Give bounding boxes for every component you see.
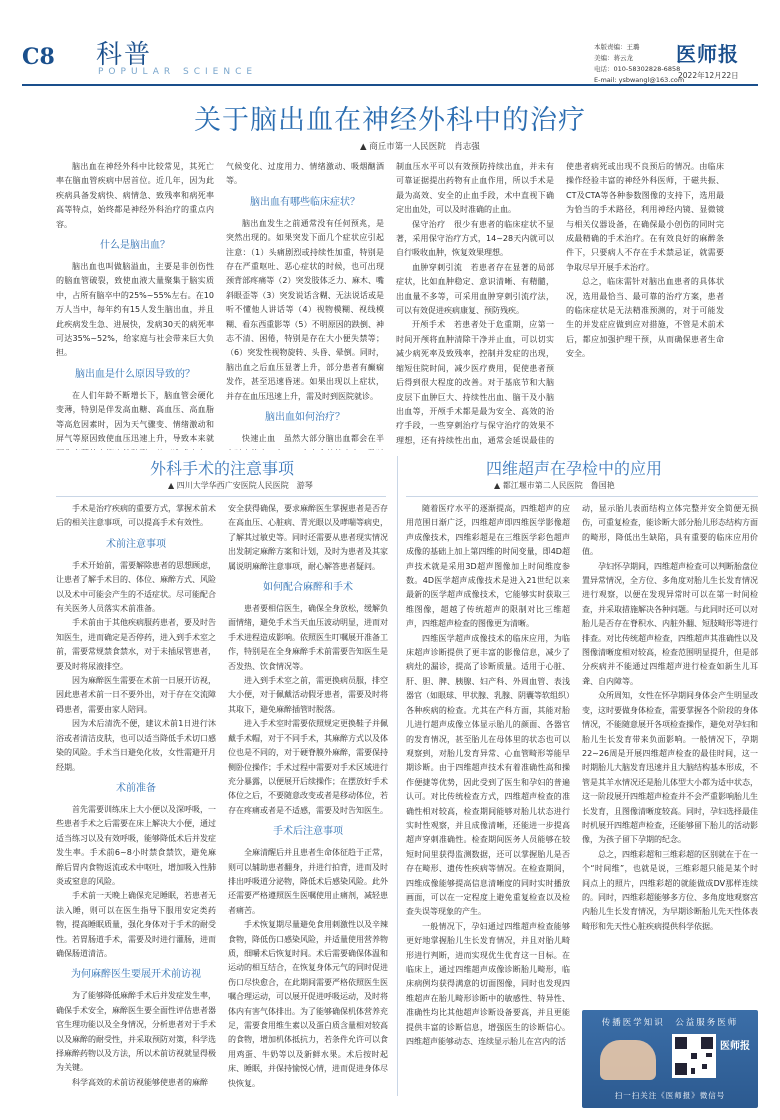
header-rule xyxy=(22,84,758,86)
paragraph: 总之，四维彩超和三维彩超的区别就在于在一个“时间维”，也就是说，三维彩超只能是某个时间点上的照片，四维彩超的就能做成DV那样连续的。同时，四维彩超能够多方位、多角度地观察宫内胎儿生长发育情况，为早期诊断胎儿先天性体表畸形和先天性心脏疾病提供科学依据。 xyxy=(582,849,758,931)
paragraph: 科学高效的术前访视能够使患者的麻醉 xyxy=(72,1077,208,1087)
paragraph: 全麻清醒后并且患者生命体征趋于正常，则可以辅助患者翻身，并进行拍背，进而及时排出呼吸道分泌物，降低术后感染风险。此外还需要严格遵照医生医嘱使用止痛剂，减轻患者痛苦。 xyxy=(228,848,388,915)
main-column-2 xyxy=(226,160,384,450)
surgery-column-2 xyxy=(228,502,388,1090)
paragraph: 因为术后清洗不便，建议术前1日进行沐浴或者清洁皮肤，也可以适当降低手术切口感染的风险。手术当日避免化妆，女性需避开月经期。 xyxy=(56,719,216,772)
ad-slogan: 传播医学知识 公益服务医师 xyxy=(601,1018,739,1028)
email-line: E-mail: ysbwangl@163.com xyxy=(594,76,685,84)
subheading: 手术后注意事项 xyxy=(273,826,343,838)
paragraph: 制血压水平可以有效预防持续出血，并未有可靠证据提出药物有止血作用，所以手术是最为高效、安全的止血手段，术中直视下确定出血处，可以及时准确的止血。 xyxy=(396,162,554,215)
paragraph: 手术恢复期尽量避免食用刺激性以及辛辣食物，降低伤口感染风险，并适量使用营养物质，细嚼术后恢复时间。术后需要确保体温和运动的相互结合，在恢复身体元气的同时促进伤口尽快愈合，在此期间需要严格依照医生医嘱合理运动，可以展开促进呼吸运动，及时将体内有害气体排出。为了能够确保机体营养充足，需要食用维生素以及蛋白质含量相对较高的食物，增加机体抵抗力，若条件允许可以食用鸡蛋、牛奶等以及新鲜水果。术后按时起床、睡眠，并保持愉悦心情，进而促进身体尽快恢复。 xyxy=(228,920,388,1088)
paragraph: 孕妇怀孕期间，四维超声检查可以判断胎盘位置异常情况，全方位、多角度对胎儿生长发育情况进行观察，以便在发现异常时可以在第一时间检查，并采取措施解决各种问题。与此同时还可以对胎儿是否存在脊积水、内脏外翻、短肢畸形等进行排查。对比传统超声检查，四维超声其准确性以及图像清晰度相对较高，检查范围明显提升，但是部分疾病并不能通过四维超声进行检查如新生儿耳聋、自内障等。 xyxy=(582,561,758,686)
wechat-ad-banner[interactable] xyxy=(582,1010,758,1108)
section-title-en: POPULAR SCIENCE xyxy=(98,67,258,77)
paragraph: 患者要相信医生，确保全身放松，缓解负面情绪，避免手术当天血压波动明显，进而对手术进程造成影响。依照医生叮嘱展开准备工作，特别是在全身麻醉手术前需要告知医生是否发热、饮食情况等。 xyxy=(228,604,388,671)
hand-phone-icon xyxy=(600,1040,656,1080)
paragraph: 快速止血 虽然大部分脑出血都会在半 xyxy=(242,434,384,444)
paragraph: 四维医学超声成像技术的临床应用，为临床超声诊断提供了更丰富的影像信息，减少了病灶的漏诊，提高了诊断质量。适用于心脏、肝、胆、脾、胰腺、妇产科、外周血管、表浅器官（如眼球、甲状腺、乳腺、阴囊等软组织）各种疾病的检查。尤其在产科方面，其能对胎儿进行超声成像立体显示胎儿的颜面、各器官的发育情况，甚至胎儿在母体里的状态也可以观察到，对胎儿发育异常、心血管畸形等能早期诊断。由于四维超声技术有着准确性高和操作便捷等优势，因此受到了医生和孕妇的普遍认可。对比传统检查方式，四维超声检查的准确性相对较高，检查期间能够对胎儿状态进行实时性观察，并且成像清晰，还能进一步提高超声穿刺准确性。检查期间医务人员能够在较短时间里获得监测数据，还可以掌握胎儿是否存在畸形、遗传性疾病等情况。在检查期间，四维成像能够提高信息清晰度的同时实时播放画面，可以在一定程度上避免重复检查以及检查失误等现象的产生。 xyxy=(406,633,570,917)
editor-line: 本版责编：王璐 xyxy=(594,43,640,51)
paragraph: 脑出血在神经外科中比较常见，其死亡率在脑血管疾病中居首位。近几年，因为此疾病具备发病快、病情急、致残率和病死率高等特点，始终都是神经外科治疗的重点内容。 xyxy=(56,162,214,229)
section-title: 科普 xyxy=(96,40,153,70)
paragraph: 进入到手术室之前，需更换病员服，排空大小便，对于佩戴活动假牙患者，需要及时将其取下，避免麻醉插管时脱落。 xyxy=(228,676,388,714)
ultrasound-title-rule xyxy=(406,496,758,497)
paragraph: 使患者病死或出现不良预后的情况。由临床操作经验丰富的神经外科医师，于磁共振、CT及CTA等各种参数图像的支持下，选用最为恰当的手术路径，利用神经内镜、显微镜与相关仪器设备，在确保最小创伤的同时完成最精确的手术治疗。在有效良好的麻醉条件下，只要病人不存在手术禁忌证，就需要争取尽早开展手术治疗。 xyxy=(566,162,724,272)
designer-line: 美编：蒋云龙 xyxy=(594,54,633,62)
main-column-4 xyxy=(566,160,724,450)
ad-brand: 医师报 xyxy=(720,1041,750,1052)
paragraph: 开颅手术 若患者处于危重期，应第一时间开颅将血肿清除干净并止血，可以切实减少病死率及致残率，控制并发症的出现，缩短住院时间，减少医疗费用，促使患者预后得到很大程度的改善。对于基底节和大脑皮层下血肿巨大、持续性出血、脑干及小脑出血等，开颅手术都是最为安全、高效的治疗手段，一些穿刺治疗与保守治疗的效果不理想，还有持续性出血，通常会延误最佳的 xyxy=(396,320,554,445)
paragraph: 为了能够降低麻醉手术后并发症发生率，确保手术安全，麻醉医生要全面性评估患者器官生理功能以及全身情况，分析患者对于手术以及麻醉的耐受性，并采取预防对策，科学选择麻醉药物以及方法，所以术前访视就显得极为关键。 xyxy=(56,991,216,1073)
subheading: 如何配合麻醉和手术 xyxy=(263,582,353,594)
subheading: 术前准备 xyxy=(116,782,156,794)
subheading: 什么是脑出血？ xyxy=(100,240,170,252)
ultrasound-column-1 xyxy=(406,502,570,1090)
qr-code-icon[interactable] xyxy=(672,1034,716,1078)
paragraph: 手术开始前，需要解除患者的思想顾虑，让患者了解手术目的、体位、麻醉方式、风险以及术中可能会产生的不适症状。尽可能配合有关医务人员落实术前准备。 xyxy=(56,560,216,614)
surgery-title-rule xyxy=(56,496,386,497)
ultrasound-column-2 xyxy=(582,502,758,1004)
paragraph: 在人们年龄不断增长下，脑血管会硬化变薄，特别是伴发高血糖、高血压、高血脂等高危因素时，因为天气骤变、情绪激动和屏气等原因致使血压迅速上升，导致本来就 xyxy=(56,390,214,444)
subheading: 术前注意事项 xyxy=(106,538,166,550)
paragraph: 手术前由于其他疾病服药患者，要及时告知医生，进而确定是否停药，进入到手术室之前，需要常规禁食禁水，对于未插尿管患者，要及时将尿液排空。 xyxy=(56,618,216,671)
paragraph: 安全获得确保，要求麻醉医生掌握患者是否存在高血压、心脏病、青光眼以及哮喘等病史，了解其过敏史等。同时还需要从患者现实情况出发制定麻醉方案和计划，及时为患者及其家属说明麻醉注意事项，耐心解答患者疑问。 xyxy=(228,504,388,571)
issue-date: 2022年12月22日 xyxy=(678,71,739,80)
main-column-1 xyxy=(56,160,214,450)
paragraph: 脑出血发生之前通常没有任何预兆，是突然出现的。如果突发下面几个症状应引起注意：（1）头痛剧烈或持续性加重，特别是存在严重呕吐、恶心症状的时候，也可出现颈背部疼痛等（2）突发肢体乏力、麻木、嘴斜眼歪等（3）突发说话含糊、无法说话或是听不懂他人讲话等（4）视物模糊、视线模糊、看东西重影等（5）不明原因的跌倒、神志不清、困倦，特别是存在大小便失禁等；（6）突发性视物旋转、头昏、晕倒。同时，脑出血之后血压显著上升，部分患者有癫痫发作，甚至迅速昏迷。如果出现以上症状，并存在血压迅速上升，需及时到医院就诊。 xyxy=(226,218,384,401)
paragraph: 血肿穿刺引流 若患者存在显著的局部症状，比如血肿稳定、意识清晰、有精髓，出血量不多等，可采用血肿穿刺引流疗法，可以有效促进疾病康复、预防残疾。 xyxy=(396,262,554,316)
subheading: 脑出血是什么原因导致的？ xyxy=(75,368,195,380)
ultrasound-article-byline: ▲ 都江堰市第二人民医院 鲁国艳 xyxy=(494,481,615,490)
subheading: 脑出血有哪些临床症状？ xyxy=(250,196,360,208)
masthead-logo: 医师报 xyxy=(676,42,739,66)
editor-info xyxy=(594,42,684,86)
paragraph: 动，显示胎儿表面结构立体完整并安全简便无损伤，可重复检查，能诊断大部分胎儿形态结构方面的畸形，降低出生缺陷，具有重要的临床应用价值。 xyxy=(582,504,758,557)
article-divider xyxy=(397,456,398,1096)
paragraph: 首先需要训练床上大小便以及深呼吸，一些患者手术之后需要在床上解决大小便，通过适当练习以及有效呼吸，能够降低术后并发症发生率。手术前6~8小时禁食禁饮，避免麻醉后胃内食物返流或术中呕吐，增加吸入性肺炎或窒息的风险。 xyxy=(56,804,216,886)
paragraph: 众所周知，女性在怀孕期间身体会产生明显改变，这时要做身体检查，需要掌握各个阶段的身体情况，不能随意展开各项检查操作，避免对孕妇和胎儿生长发育带来负面影响。一般情况下，孕期22~26周是开展四维超声检查的最佳时间，这一时期胎儿大脑发育迅速并且大脑结构基本形成，不管是其羊水情况还是胎儿体型大小都为适中状态，这一阶段展开四维超声检查并不会严重影响胎儿生长发育，且图像清晰度较高。同时，孕妇选择最佳时机展开四维超声检查，还能够留下胎儿的活动影像，为孩子留下孕期的纪念。 xyxy=(582,691,758,845)
paragraph: 气候变化、过度用力、情绪激动、吸烟酗酒等。 xyxy=(226,162,384,186)
main-column-3 xyxy=(396,160,554,450)
paragraph: 脑出血也叫做脑溢血，主要是非创伤性的脑血管破裂，致使血液大量聚集于脑实质中，占所有脑卒中的25%~55%左右。在10万人当中，每年约有15人发生脑出血，并且此疾病发生急、进展快，发病30天的病死率可达35%~52%，给家庭与社会带来巨大负担。 xyxy=(56,262,214,358)
main-article-byline: ▲ 商丘市第一人民医院 肖志强 xyxy=(360,142,480,152)
surgery-article-title: 外科手术的注意事项 xyxy=(150,459,295,478)
paragraph: 手术前一天晚上确保充足睡眠，若患者无法入睡，则可以在医生指导下服用安定类药物，提高睡眠质量，强化身体对于手术的耐受性。若胃肠道手术，需要及时进行灌肠，进而确保肠道清洁。 xyxy=(56,891,216,958)
ad-caption: 扫一扫关注《医师报》微信号 xyxy=(614,1091,726,1100)
paragraph: 随着医疗水平的逐渐提高，四维超声的应用范围日渐广泛，四维超声即四维医学影像超声成像技术，四维彩超是在三维医学彩色超声成像的基础上加上第四维的时间变量，即4D超声技术就是采用3D超声图像加上时间维度参数。4D医学超声成像技术是进入21世纪以来最新的医学超声成像技术，它能够实时获取三维图像，超越了传统超声的限制对比三维超声，四维超声检查的图像更为清晰。 xyxy=(406,504,570,629)
ultrasound-article-title: 四维超声在孕检中的应用 xyxy=(486,459,663,478)
subheading: 为何麻醉医生要展开术前访视 xyxy=(71,969,201,981)
subheading: 脑出血如何治疗？ xyxy=(265,412,345,424)
phone-line: 电话：010-58302828-6858 xyxy=(594,65,681,73)
paragraph: 总之，临床需针对脑出血患者的具体状况，选用最恰当、最可靠的治疗方案，患者的临床症状是无法精准预测的，对于可能发生的并发症应做到应对措施，不管是术前术后，都应加强护理干预，从而确保患者生命安全。 xyxy=(566,277,724,359)
surgery-article-byline: ▲ 四川大学华西广安医院人民医院 游琴 xyxy=(168,481,313,490)
paragraph: 因为麻醉医生需要在术前一日展开访视，因此患者术前一日不要外出，对于存在交流障碍患者，需要由家人陪同。 xyxy=(56,676,216,714)
paragraph: 一般情况下，孕妇通过四维超声检查能够更好地掌握胎儿生长发育情况，并且对胎儿畸形进行判断，进而实现优生优育这一目标。在临床上，通过四维超声成像诊断胎儿畸形，临床病例均获得满意的切面图像，同时也发现四维超声在胎儿畸形诊断中的敏感性、特异性、准确性均比其他超声诊断设备要高，并且更能提供丰富的诊断信息，增强医生的诊断信心。四维超声能够动态、连续显示胎儿在宫内的活 xyxy=(406,921,570,1047)
paragraph: 手术是治疗疾病的重要方式，掌握术前术后的相关注意事项，可以提高手术有效性。 xyxy=(56,504,216,528)
paragraph: 保守治疗 很少有患者的临床症状不显著，采用保守治疗方式，14~28天内就可以自行吸收血肿，恢复效果理想。 xyxy=(396,219,554,258)
page-number: C8 xyxy=(22,44,55,70)
paragraph: 进入手术室时需要依照规定更换鞋子并佩戴手术帽，对于不同手术，其麻醉方式以及体位也是不同的，对于硬脊膜外麻醉，需要保持侧卧位操作；手术过程中需要对手术区域进行充分暴露，以便展开后续操作；在摆放好手术体位之后，不要随意改变或者是移动体位，若存在疼痛或者是不适感，需要及时告知医生。 xyxy=(228,719,388,815)
surgery-column-1 xyxy=(56,502,216,1090)
main-article-title: 关于脑出血在神经外科中的治疗 xyxy=(194,105,586,136)
